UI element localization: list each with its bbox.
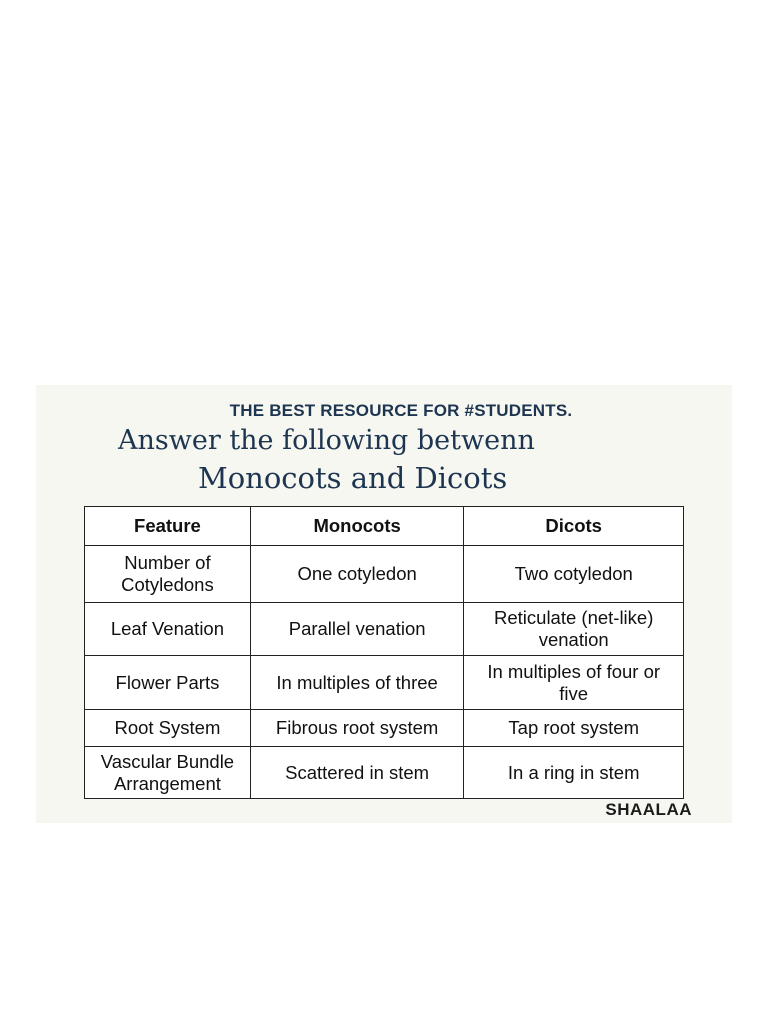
header-monocots: Monocots [250,507,464,546]
monocot-cell: Parallel venation [250,603,464,656]
table-row [85,710,684,747]
table-row [85,747,684,799]
feature-cell: Flower Parts [85,656,251,710]
monocot-cell: In multiples of three [250,656,464,710]
table-row [85,603,684,656]
brand-logo-text: SHAALAA [605,800,692,819]
monocot-cell: One cotyledon [250,546,464,603]
dicot-cell: Tap root system [464,710,684,747]
feature-cell: Vascular Bundle Arrangement [85,747,251,799]
comparison-table [84,506,684,799]
dicot-cell: Reticulate (net-like) venation [464,603,684,656]
feature-cell: Number of Cotyledons [85,546,251,603]
table-row [85,546,684,603]
table-header-row [85,507,684,546]
dicot-cell: Two cotyledon [464,546,684,603]
feature-cell: Leaf Venation [85,603,251,656]
tagline: THE BEST RESOURCE FOR #STUDENTS. [229,401,573,420]
dicot-cell: In multiples of four or five [464,656,684,710]
title-line-1: Answer the following betwenn [118,425,535,456]
header-feature: Feature [85,507,251,546]
header-dicots: Dicots [464,507,684,546]
dicot-cell: In a ring in stem [464,747,684,799]
monocot-cell: Scattered in stem [250,747,464,799]
title-line-2: Monocots and Dicots [198,461,508,495]
feature-cell: Root System [85,710,251,747]
comparison-card [36,385,732,823]
table-row [85,656,684,710]
monocot-cell: Fibrous root system [250,710,464,747]
